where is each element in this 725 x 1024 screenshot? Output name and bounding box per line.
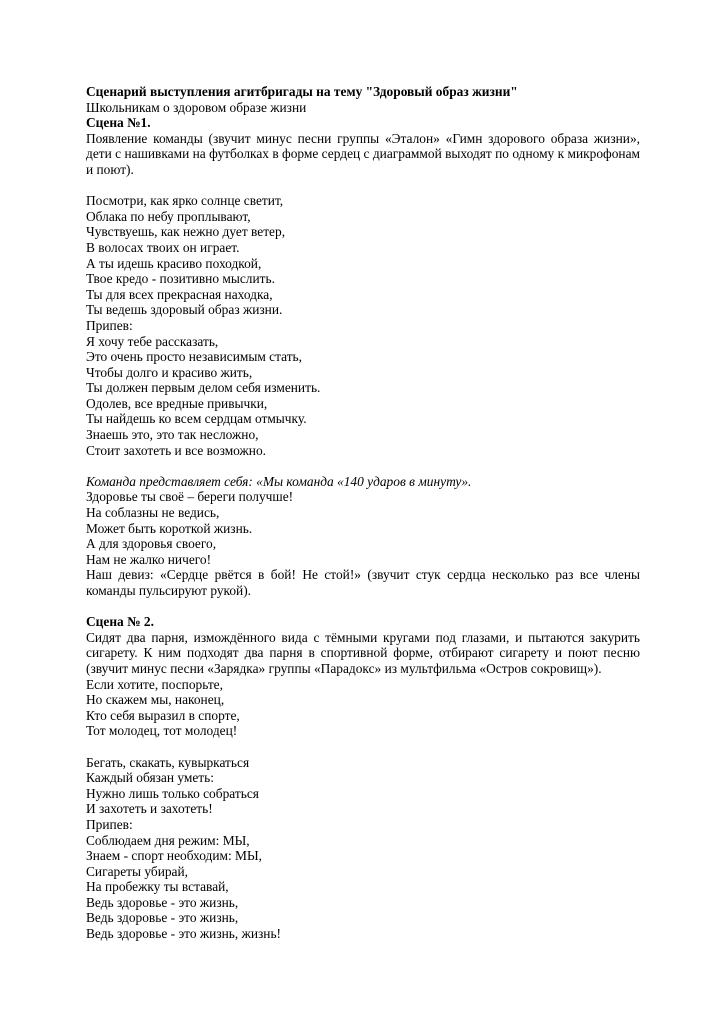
spacer xyxy=(86,458,640,474)
text-line: Я хочу тебе рассказать, xyxy=(86,333,219,349)
text-line: Стоит захотеть и все возможно. xyxy=(86,442,267,458)
text-line: Это очень просто независимым стать, xyxy=(86,349,303,365)
text-line: Здоровье ты своё – береги получше! xyxy=(86,489,294,505)
document-body xyxy=(86,84,640,942)
scene2-song1 xyxy=(86,677,640,739)
text-line: Ты ведешь здоровый образ жизни. xyxy=(86,302,283,318)
text-line: Бегать, скакать, кувыркаться xyxy=(86,754,250,770)
text-line: Облака по небу проплывают, xyxy=(86,208,251,224)
text-line: Посмотри, как ярко солнце светит, xyxy=(86,193,284,209)
text-line: Нам не жалко ничего! xyxy=(86,551,212,567)
text-line: Если хотите, поспорьте, xyxy=(86,676,223,692)
text-line: На соблазны не ведись, xyxy=(86,505,220,521)
scene1-heading: Сцена №1. xyxy=(86,115,151,131)
scene2-song2 xyxy=(86,755,640,942)
text-line: Ты для всех прекрасная находка, xyxy=(86,286,273,302)
scene1-song xyxy=(86,193,640,458)
scene2-heading: Сцена № 2. xyxy=(86,614,154,630)
text-line: Ведь здоровье - это жизнь, xyxy=(86,910,239,926)
text-line: Одолев, все вредные привычки, xyxy=(86,395,268,411)
spacer xyxy=(86,739,640,755)
text-line: Чтобы долго и красиво жить, xyxy=(86,364,253,380)
text-line: Кто себя выразил в спорте, xyxy=(86,707,240,723)
text-line: Припев: xyxy=(86,317,133,333)
text-line: Тот молодец, тот молодец! xyxy=(86,723,238,739)
document-title: Сценарий выступления агитбригады на тему "Здоровый образ жизни" xyxy=(86,84,518,99)
document-subtitle: Школьникам о здоровом образе жизни xyxy=(86,99,307,115)
text-line: Знаешь это, это так несложно, xyxy=(86,427,259,443)
text-line: Ты найдешь ко всем сердцам отмычку. xyxy=(86,411,307,427)
text-line: В волосах твоих он играет. xyxy=(86,239,240,255)
text-line: Твое кредо - позитивно мыслить. xyxy=(86,271,275,287)
text-line: Но скажем мы, наконец, xyxy=(86,692,225,708)
spacer xyxy=(86,178,640,194)
text-line: И захотеть и захотеть! xyxy=(86,801,213,817)
text-line: Знаем - спорт необходим: МЫ, xyxy=(86,848,262,864)
text-line: Может быть короткой жизнь. xyxy=(86,520,253,536)
text-line: Сигареты убирай, xyxy=(86,863,189,879)
text-line: Соблюдаем дня режим: МЫ, xyxy=(86,832,250,848)
text-line: А для здоровья своего, xyxy=(86,536,217,552)
scene1-intro: Появление команды (звучит минус песни группы «Эталон» «Гимн здорового образа жизни», дети с нашивками на футболках в форме сердец с диаграммой выходят по одному к микрофонам и поют). xyxy=(86,130,640,177)
scene1-verse xyxy=(86,489,640,567)
text-line: Ведь здоровье - это жизнь, xyxy=(86,894,239,910)
scene2-intro: Сидят два парня, измождённого вида с тёмными кругами под глазами, и пытаются закурить сигарету. К ним подходят два парня в спортивной форме, отбирают сигарету и поют песню (звучит минус песни «Зарядка» группы «Парадокс» из мультфильма «Остров сокровищ»). xyxy=(86,629,640,676)
spacer xyxy=(86,599,640,615)
text-line: Ведь здоровье - это жизнь, жизнь! xyxy=(86,926,282,942)
text-line: Каждый обязан уметь: xyxy=(86,770,214,786)
text-line: Чувствуешь, как нежно дует ветер, xyxy=(86,224,286,240)
text-line: На пробежку ты вставай, xyxy=(86,879,229,895)
text-line: Припев: xyxy=(86,816,133,832)
team-intro: Команда представляет себя: «Мы команда «140 ударов в минуту». xyxy=(86,473,472,489)
text-line: Нужно лишь только собраться xyxy=(86,785,259,801)
text-line: А ты идешь красиво походкой, xyxy=(86,255,262,271)
team-motto: Наш девиз: «Сердце рвётся в бой! Не стой!» (звучит стук сердца несколько раз все члены команды пульсируют рукой). xyxy=(86,567,640,598)
text-line: Ты должен первым делом себя изменить. xyxy=(86,380,321,396)
